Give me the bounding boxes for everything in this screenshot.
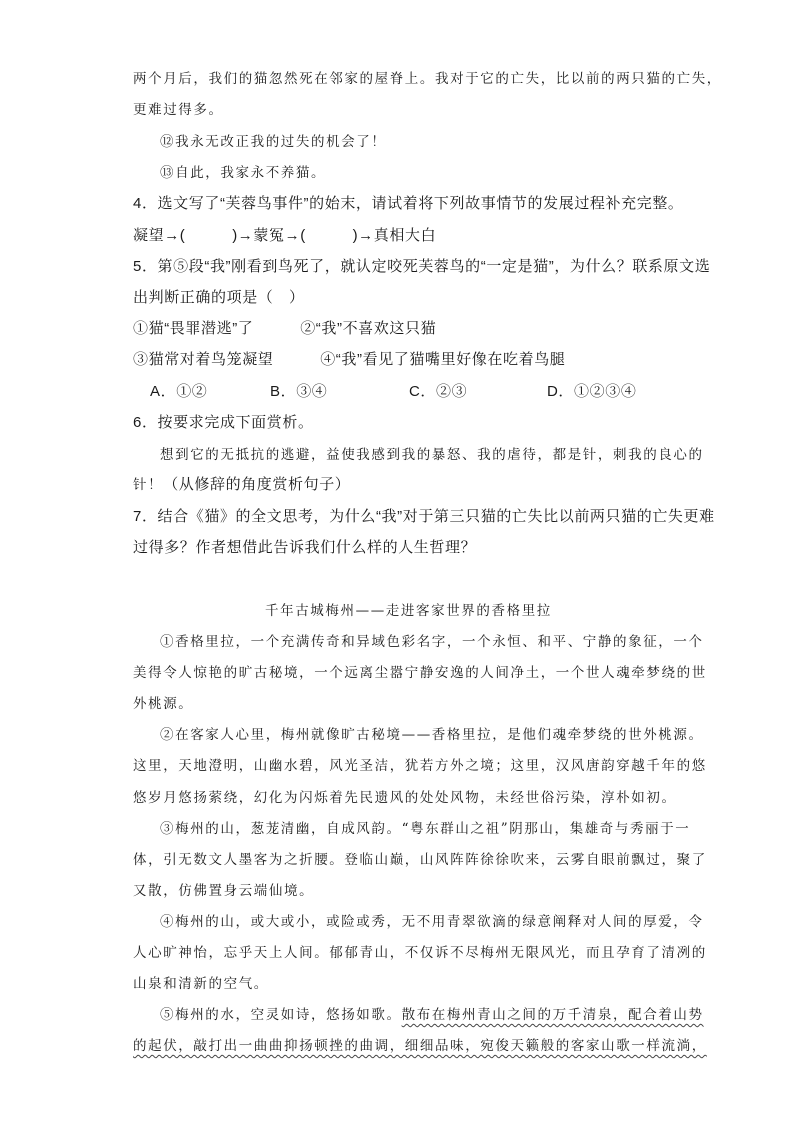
article-paragraph-5 [160,1003,704,1023]
article-line: ①香格里拉，一个充满传奇和异域色彩名字，一个永恒、和平、宁静的象征，一个 [160,634,704,650]
article-title: 千年古城梅州——走进客家世界的香格里拉 [265,603,552,619]
article-line: 这里，天地澄明，山幽水碧，风光圣洁，犹若方外之境；这里，汉风唐韵穿越千年的悠 [133,758,707,774]
paragraph-12: ⑫我永无改正我的过失的机会了！ [160,134,387,150]
question-4: 4．选文写了“芙蓉鸟事件”的始末，请试着将下列故事情节的发展过程补充完整。 [133,195,684,212]
option-a[interactable]: A．①② [150,383,208,400]
question-6: 6．按要求完成下面赏析。 [133,414,314,431]
underlined-sentence: 的起伏，敲打出一曲曲抑扬顿挫的曲调，细细品味，宛俊天籁般的客家山歌一样流淌， [133,1038,707,1054]
question-7: 7．结合《猫》的全文思考，为什么“我”对于第三只猫的亡失比以前两只猫的亡失更难 [133,508,715,525]
article-paragraph-5-line2 [133,1034,707,1054]
article-line: 外桃源。 [133,696,194,712]
story-line: 两个月后，我们的猫忽然死在邻家的屋脊上。我对于它的亡失，比以前的两只猫的亡失， [133,71,722,87]
quote-end: 针！ [133,477,164,493]
option-c[interactable]: C．②③ [409,383,468,400]
article-line: ④梅州的山，或大或小，或险或秀，无不用青翠欲滴的绿意阐释对人间的厚爱，令 [160,914,704,930]
option-b[interactable]: B．③④ [270,383,328,400]
question-6-note: （从修辞的角度赏析句子） [163,476,351,493]
article-line: ③梅州的山，葱茏清幽，自成风韵。“粤东群山之祖”阴那山，集雄奇与秀丽于一 [160,821,691,837]
article-line: 体，引无数文人墨客为之折腰。登临山巅，山风阵阵徐徐吹来，云雾自眼前飘过，聚了 [133,852,707,868]
question-5: 5．第⑤段“我”刚看到鸟死了，就认定咬死芙蓉鸟的“一定是猫”，为什么？联系原文选 [133,258,711,275]
question-6-quote-end [133,473,350,494]
question-5-item-row: ③猫常对着鸟笼凝望 ④“我”看见了猫嘴里好像在吃着鸟腿 [133,351,566,368]
article-line: 山泉和清新的空气。 [133,976,269,992]
article-line: 又散，仿佛置身云端仙境。 [133,883,315,899]
article-line: 美得令人惊艳的旷古秘境，一个远离尘嚣宁静安逸的人间净土，一个世人魂牵梦绕的世 [133,665,707,681]
article-line: ②在客家人心里，梅州就像旷古秘境——香格里拉，是他们魂牵梦绕的世外桃源。 [160,727,704,743]
article-line: 悠岁月悠扬萦绕，幻化为闪烁着先民遗风的处处风物，未经世俗污染，淳朴如初。 [133,790,677,806]
article-line: 人心旷神怡，忘乎天上人间。郁郁青山，不仅诉不尽梅州无限风光，而且孕育了清冽的 [133,945,707,961]
question-5: 出判断正确的项是（ ） [133,289,305,306]
question-6-quote: 想到它的无抵抗的逃避，益使我感到我的暴怒、我的虐待，都是针，刺我的良心的 [160,447,704,463]
question-5-item-row: ①猫“畏罪潜逃”了 ②“我”不喜欢这只猫 [133,320,437,337]
question-7: 过得多？作者想借此告诉我们什么样的人生哲理？ [133,539,477,556]
paragraph-5-start: ⑤梅州的水，空灵如诗，悠扬如歌。 [160,1007,402,1023]
underlined-sentence: 散布在梅州青山之间的万千清泉，配合着山势 [401,1007,704,1023]
paragraph-13: ⑬自此，我家永不养猫。 [160,165,327,181]
option-d[interactable]: D．①②③④ [547,383,637,400]
story-line: 更难过得多。 [133,102,224,118]
question-4-chain: 凝望→( )→蒙冤→( )→真相大白 [133,227,437,244]
